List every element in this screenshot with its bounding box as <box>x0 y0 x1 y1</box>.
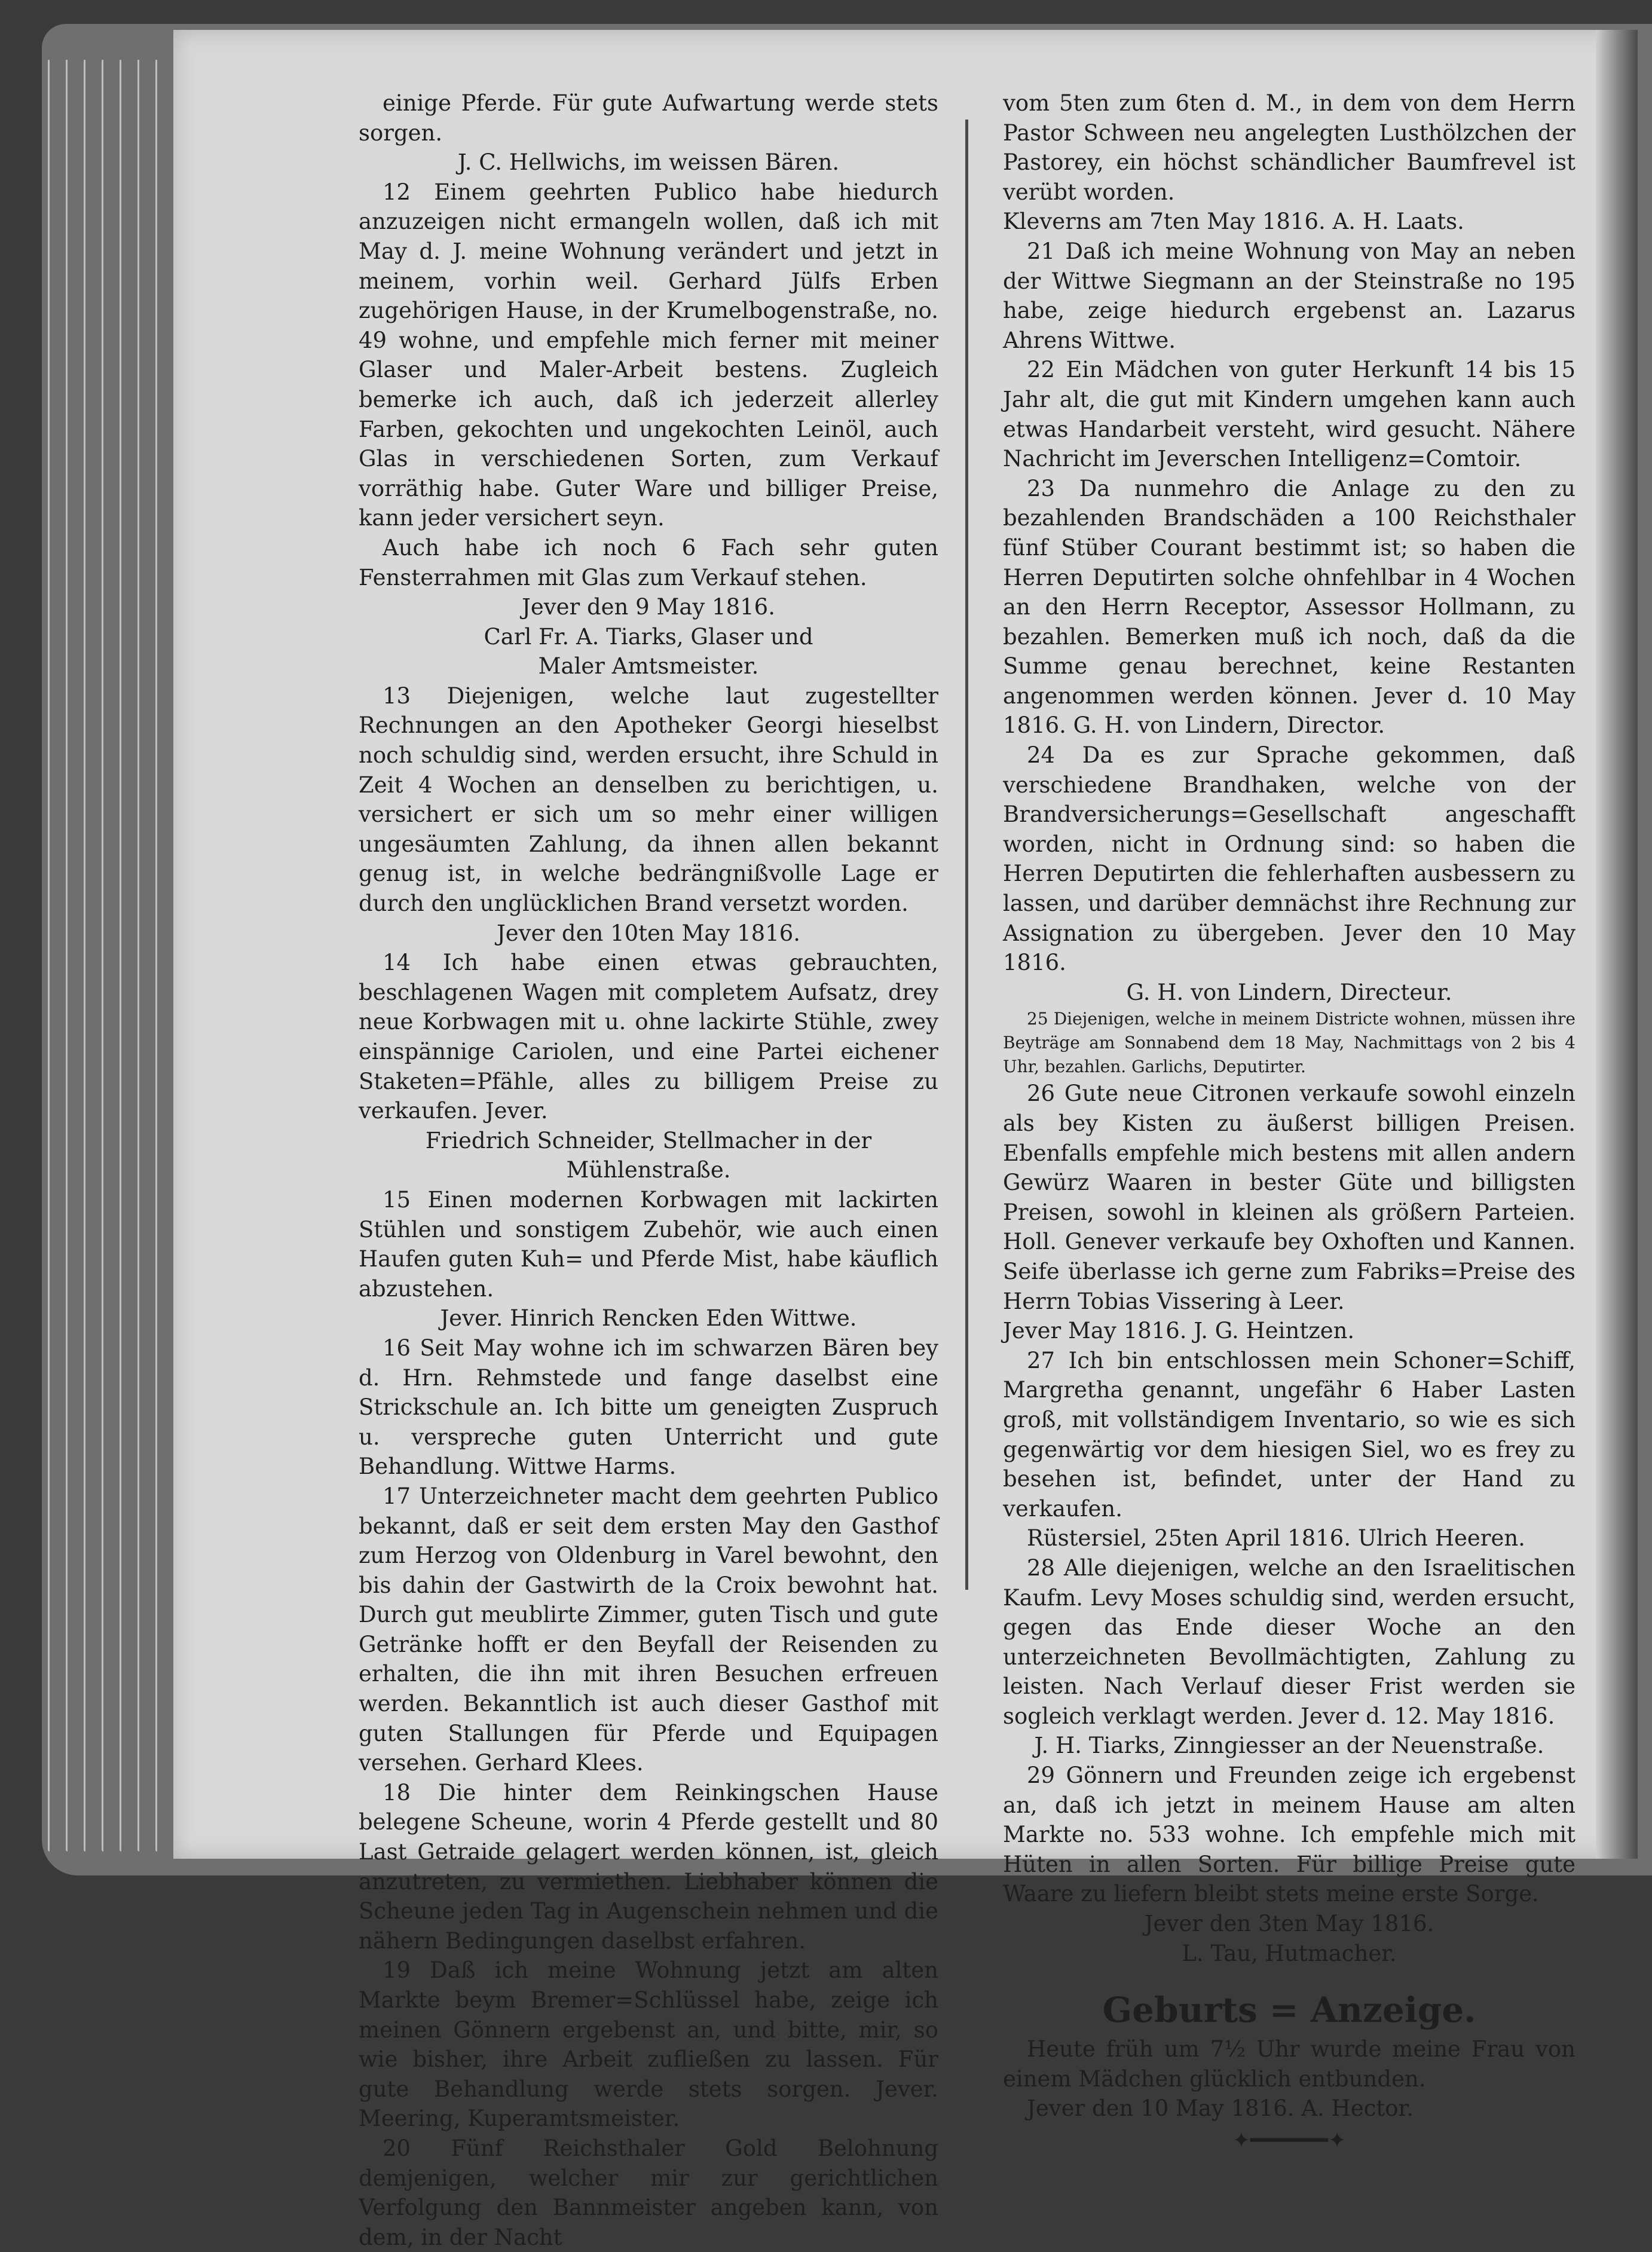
notice-paragraph: 19 Daß ich meine Wohnung jetzt am alten Markte beym Bremer=Schlüssel habe, zeige ich meinen Gönnern ergebenst an, und bitte, mir, so wie bisher, ihre Arbeit zufließen zu lassen. Für gute Behandlung werde stets sorgen. Jever. Meering, Kuperamtsmeister. <box>359 1957 938 2132</box>
page-edge <box>102 60 103 1852</box>
notice-paragraph: 18 Die hinter dem Reinkingschen Hause belegene Scheune, worin 4 Pferde gestellt und 80 Last Getraide gelagert werden können, ist, gleich anzutreten, zu vermiethen. Liebhaber können die Scheune jeden Tag in Augenschein nehmen und die nähern Bedingungen daselbst erfahren. <box>359 1779 938 1954</box>
page-edge <box>66 60 68 1852</box>
column-divider <box>965 120 968 1590</box>
signature-line: Jever den 10ten May 1816. <box>496 920 801 946</box>
notice-paragraph: 23 Da nunmehro die Anlage zu den zu bezahlenden Brandschäden a 100 Reichsthaler fünf Stüber Courant bestimmt ist; so haben die Herren Deputirten solche ohnfehlbar in 4 Wochen an den Herrn Receptor, Assessor Hollmann, zu bezahlen. Bemerken muß ich noch, daß da die Summe genau berechnet, keine Restanten angenommen werden können. Jever d. 10 May 1816. G. H. von Lindern, Director. <box>1003 475 1575 739</box>
ornament-divider: ✦━━━━━━✦ <box>1232 2128 1347 2153</box>
notice-paragraph: 13 Diejenigen, welche laut zugestellter Rechnungen an den Apotheker Georgi hieselbst noch schuldig sind, werden ersucht, ihre Schuld in Zeit 4 Wochen an denselben zu berichtigen, u. versichert er sich um so mehr einer willigen ungesäumten Zahlung, da ihnen allen bekannt genug ist, in welche bedrängnißvolle Lage er durch den unglücklichen Brand versetzt worden. <box>359 683 938 917</box>
birth-notice-text: Heute früh um 7½ Uhr wurde meine Frau von einem Mädchen glücklich entbunden. <box>1003 2036 1575 2092</box>
notice-paragraph: Jever May 1816. J. G. Heintzen. <box>1003 1318 1355 1344</box>
signature-line: Jever. Hinrich Rencken Eden Wittwe. <box>440 1305 857 1332</box>
notice-paragraph: 26 Gute neue Citronen verkaufe sowohl einzeln als bey Kisten zu äußerst billigen Preisen. Ebenfalls empfehle mich bestens mit allen andern Gewürz Waaren in bester Güte und billigsten Preisen, sowohl in kleinen als größern Parteien. Holl. Genever verkaufe bey Oxhoften und Kannen. Seife überlasse ich gerne zum Fabriks=Preise des Herrn Tobias Vissering à Leer. <box>1003 1081 1575 1314</box>
right-column <box>1003 88 1575 2156</box>
page-edge <box>120 60 121 1852</box>
notice-paragraph: 17 Unterzeichneter macht dem geehrten Publico bekannt, daß er seit dem ersten May den Gasthof zum Herzog von Oldenburg in Varel bewohnt, den bis dahin der Gastwirth de la Croix bewohnt hat. Durch gut meublirte Zimmer, guten Tisch und gute Getränke hofft er den Beyfall der Reisenden zu erhalten, die ihn mit ihren Besuchen erfreuen werden. Bekanntlich ist auch dieser Gasthof mit guten Stallungen für Pferde und Equipagen versehen. Gerhard Klees. <box>359 1483 938 1776</box>
notice-paragraph: 14 Ich habe einen etwas gebrauchten, beschlagenen Wagen mit completem Aufsatz, drey neue Korbwagen mit u. ohne lackirte Stühle, zwey einspännige Cariolen, und eine Partei eichener Staketen=Pfähle, alles zu billigem Preise zu verkaufen. Jever. <box>359 950 938 1124</box>
notice-paragraph: 16 Seit May wohne ich im schwarzen Bären bey d. Hrn. Rehmstede und fange daselbst eine Strickschule an. Ich bitte um geneigten Zuspruch u. verspreche guten Unterricht und gute Behandlung. Wittwe Harms. <box>359 1335 938 1480</box>
notice-paragraph: Auch habe ich noch 6 Fach sehr guten Fensterrahmen mit Glas zum Verkauf stehen. <box>359 534 938 590</box>
page-edge <box>155 60 157 1852</box>
section-rule-thin <box>1003 1982 1575 1983</box>
notice-paragraph: Rüstersiel, 25ten April 1816. Ulrich Heeren. <box>1027 1525 1525 1552</box>
right-column-body <box>1003 88 1575 1968</box>
notice-paragraph: 24 Da es zur Sprache gekommen, daß verschiedene Brandhaken, welche von der Brandversicherungs=Gesellschaft angeschafft worden, nicht in Ordnung sind: so haben die Herren Deputirten die fehlerhaften ausbessern zu lassen, und darüber demnächst ihre Rechnung zur Assignation zu übergeben. Jever den 10 May 1816. <box>1003 742 1575 976</box>
page-edge <box>137 60 139 1852</box>
notice-paragraph: 28 Alle diejenigen, welche an den Israelitischen Kaufm. Levy Moses schuldig sind, werden ersucht, gegen das Ende dieser Woche an den unterzeichneten Bevollmächtigten, Zahlung zu leisten. Nach Verlauf dieser Frist werden sie sogleich verklagt werden. Jever d. 12. May 1816. <box>1003 1555 1575 1729</box>
book-spine-shadow <box>1596 30 1638 1859</box>
signature-line: Maler Amtsmeister. <box>538 653 759 680</box>
signature-line: L. Tau, Hutmacher. <box>1182 1940 1397 1966</box>
notice-paragraph: 20 Fünf Reichsthaler Gold Belohnung demjenigen, welcher mir zur gerichtlichen Verfolgung den Bannmeister angeben kann, von dem, in der Nacht <box>359 2135 938 2250</box>
page-edge <box>48 60 50 1852</box>
notice-paragraph: einige Pferde. Für gute Aufwartung werde stets sorgen. <box>359 90 938 146</box>
notice-paragraph: Kleverns am 7ten May 1816. A. H. Laats. <box>1003 209 1464 235</box>
birth-notice-signature: Jever den 10 May 1816. A. Hector. <box>1027 2095 1414 2122</box>
birth-notice-heading: Geburts = Anzeige. <box>1102 1990 1476 2031</box>
signature-line: Carl Fr. A. Tiarks, Glaser und <box>484 623 813 650</box>
signature-line: G. H. von Lindern, Directeur. <box>1126 979 1452 1005</box>
section-rule <box>1003 1975 1575 1978</box>
notice-paragraph: 22 Ein Mädchen von guter Herkunft 14 bis 15 Jahr alt, die gut mit Kindern umgehen kann auch etwas Handarbeit versteht, wird gesucht. Nähere Nachricht im Jeverschen Intelligenz=Comtoir. <box>1003 357 1575 472</box>
signature-line: Jever den 3ten May 1816. <box>1144 1911 1434 1937</box>
notice-paragraph: 29 Gönnern und Freunden zeige ich ergebenst an, daß ich jetzt in meinem Hause am alten Markte no. 533 wohne. Ich empfehle mich mit Hüten in allen Sorten. Für billige Preise gute Waare zu liefern bleibt stets meine erste Sorge. <box>1003 1763 1575 1907</box>
notice-paragraph: 15 Einen modernen Korbwagen mit lackirten Stühlen und sonstigem Zubehör, wie auch einen Haufen guten Kuh= und Pferde Mist, habe käuflich abzustehen. <box>359 1186 938 1302</box>
signature-line: J. C. Hellwichs, im weissen Bären. <box>457 149 840 176</box>
signature-line: Jever den 9 May 1816. <box>522 594 775 620</box>
notice-paragraph: 25 Diejenigen, welche in meinem Districte wohnen, müssen ihre Beyträge am Sonnabend dem 18 May, Nachmittags von 2 bis 4 Uhr, bezahlen. Garlichs, Deputirter. <box>1003 1009 1575 1077</box>
notice-paragraph: 12 Einem geehrten Publico habe hiedurch anzuzeigen nicht ermangeln wollen, daß ich mit May d. J. meine Wohnung verändert und jetzt in meinem, vorhin weil. Gerhard Jülfs Erben zugehörigen Hause, in der Krumelbogenstraße, no. 49 wohne, und empfehle mich ferner mit meiner Glaser und Maler-Arbeit bestens. Zugleich bemerke ich auch, daß ich jederzeit allerley Farben, gekochten und ungekochten Leinöl, auch Glas in verschiedenen Sorten, zum Verkauf vorräthig habe. Guter Ware und billiger Preise, kann jeder versichert seyn. <box>359 179 938 531</box>
notice-paragraph: vom 5ten zum 6ten d. M., in dem von dem Herrn Pastor Schween neu angelegten Lusthölzchen der Pastorey, ein höchst schändlicher Baumfrevel ist verübt worden. <box>1003 90 1575 205</box>
notice-paragraph: 27 Ich bin entschlossen mein Schoner=Schiff, Margretha genannt, ungefähr 6 Haber Lasten groß, mit vollständigem Inventario, so wie es sich gegenwärtig vor dem hiesigen Siel, wo es frey zu besehen ist, befindet, unter der Hand zu verkaufen. <box>1003 1347 1575 1522</box>
page-edge <box>84 60 85 1852</box>
notice-paragraph: 21 Daß ich meine Wohnung von May an neben der Wittwe Siegmann an der Steinstraße no 195 habe, zeige hiedurch ergebenst an. Lazarus Ahrens Wittwe. <box>1003 238 1575 353</box>
signature-line: Friedrich Schneider, Stellmacher in der Mühlenstraße. <box>425 1127 872 1183</box>
signature-line: J. H. Tiarks, Zinngiesser an der Neuenstraße. <box>1034 1733 1544 1759</box>
left-column <box>359 88 938 2252</box>
